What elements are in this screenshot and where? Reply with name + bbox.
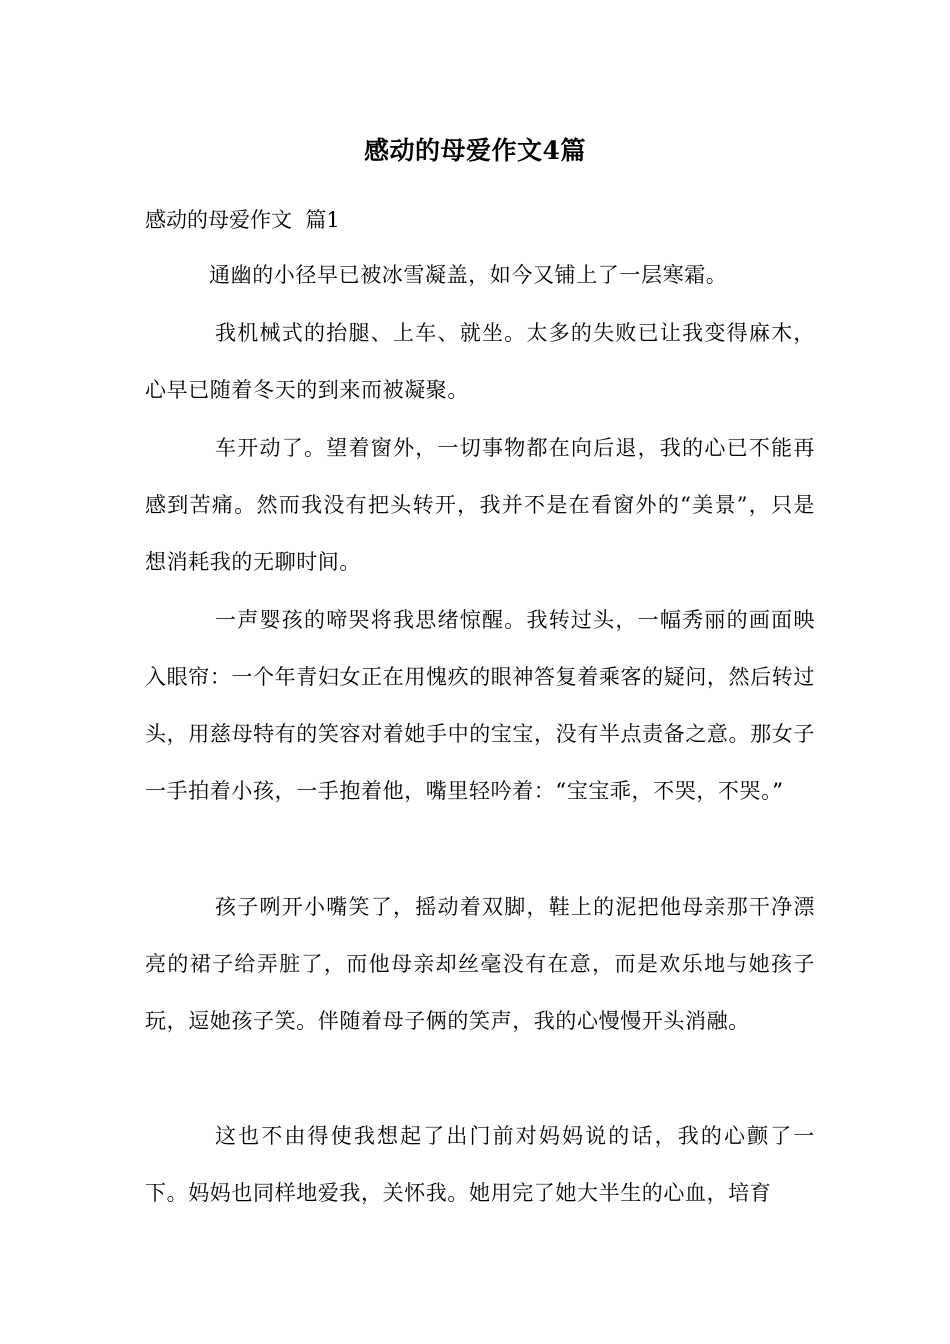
paragraph-2: 我机械式的抬腿、上车、就坐。太多的失败已让我变得麻木，心早已随着冬天的到来而被凝聚。 bbox=[145, 321, 815, 402]
paragraph-5: 孩子咧开小嘴笑了，摇动着双脚，鞋上的泥把他母亲那干净漂亮的裙子给弄脏了，而他母亲却丝毫没有在意，而是欢乐地与她孩子玩，逗她孩子笑。伴随着母子俩的笑声，我的心慢慢开头消融。 bbox=[145, 895, 815, 1033]
paragraph-4: 一声婴孩的啼哭将我思绪惊醒。我转过头，一幅秀丽的画面映入眼帘：一个年青妇女正在用愧疚的眼神答复着乘客的疑问，然后转过头，用慈母特有的笑容对着她手中的宝宝，没有半点责备之意。那女子一手拍着小孩，一手抱着他，嘴里轻吟着：“宝宝乖，不哭，不哭。” bbox=[145, 608, 815, 803]
paragraph-1: 通幽的小径早已被冰雪凝盖，如今又铺上了一层寒霜。 bbox=[209, 263, 728, 287]
document-title: 感动的母爱作文4篇 bbox=[364, 136, 586, 165]
paragraph-6: 这也不由得使我想起了出门前对妈妈说的话，我的心颤了一下。妈妈也同样地爱我，关怀我。她用完了她大半生的心血，培育 bbox=[145, 1124, 815, 1205]
paragraph-3: 车开动了。望着窗外，一切事物都在向后退，我的心已不能再感到苦痛。然而我没有把头转开，我并不是在看窗外的“美景”，只是想消耗我的无聊时间。 bbox=[145, 436, 815, 574]
section-heading: 感动的母爱作文 篇1 bbox=[145, 208, 340, 232]
